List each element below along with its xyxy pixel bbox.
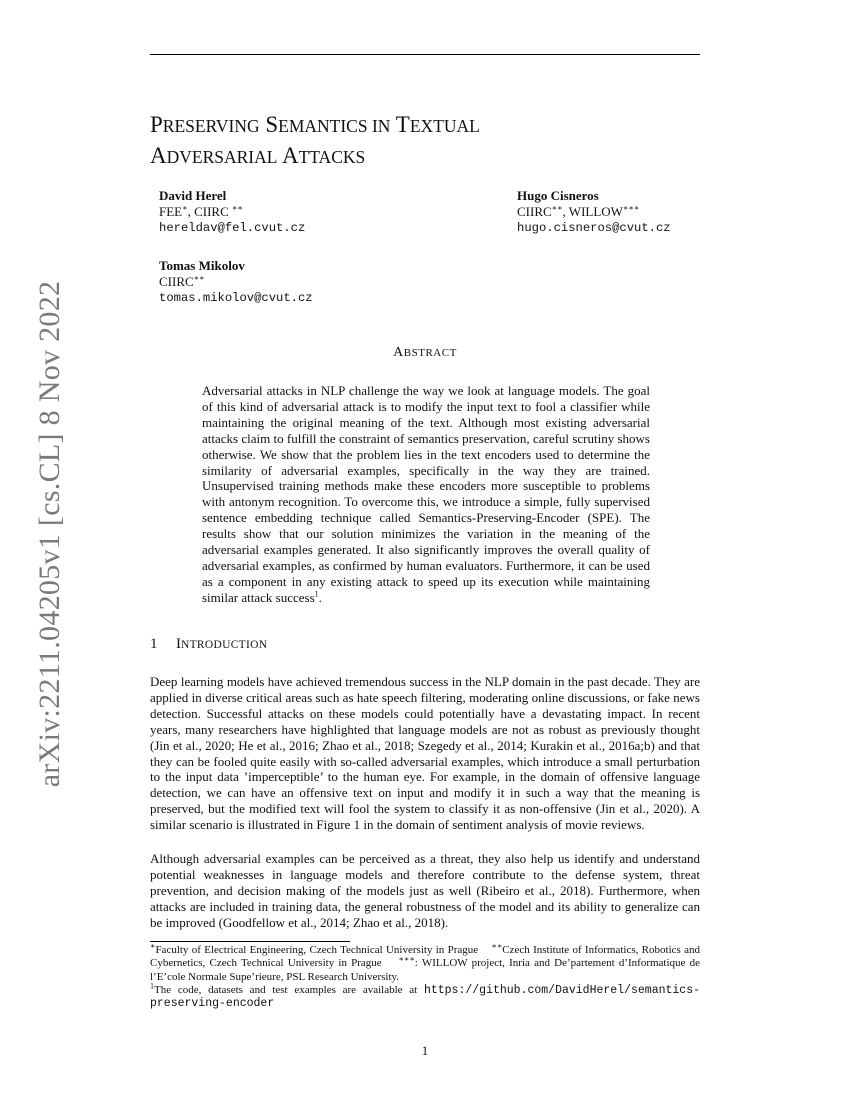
author-name: David Herel bbox=[159, 188, 227, 203]
section-heading-introduction: 1 INTRODUCTION bbox=[150, 636, 268, 652]
intro-paragraph-2: Although adversarial examples can be perceived as a threat, they also help us identify and understand potential weaknesses in language models and therefore contribute to the defense system, threat prevention, and decision making of the models just as well (Ribeiro et al., 2018). Furthermore, when attacks are included in training data, the general robustness of the model and its ability to generalize can be improved (Goodfellow et al., 2014; Zhao et al., 2018). bbox=[150, 851, 700, 930]
author-affiliation: FEE∗, CIIRC ∗∗ bbox=[159, 203, 243, 219]
author-email[interactable]: tomas.mikolov@cvut.cz bbox=[159, 291, 313, 305]
author-affiliation: CIIRC∗∗ bbox=[159, 273, 205, 289]
arxiv-stamp[interactable]: arXiv:2211.04205v1 [cs.CL] 8 Nov 2022 bbox=[33, 280, 66, 788]
author-cisneros bbox=[517, 188, 671, 236]
author-herel bbox=[159, 188, 305, 236]
author-mikolov bbox=[159, 258, 313, 306]
author-name: Tomas Mikolov bbox=[159, 258, 245, 273]
code-link[interactable]: https://github.com/DavidHerel/semantics-preserving-encoder bbox=[150, 983, 700, 1011]
header-rule bbox=[150, 54, 700, 55]
footnote-affiliations: ∗Faculty of Electrical Engineering, Czech Technical University in Prague ∗∗Czech Institute of Informatics, Robotics and Cybernetics, Czech Technical University in Prague ∗∗∗: WILLOW project, Inria and De’partement d’Informatique de l’E’cole Normale Supe’rieure, PSL Research University. bbox=[150, 941, 700, 983]
abstract-heading: ABSTRACT bbox=[393, 345, 457, 360]
author-email[interactable]: hereldav@fel.cvut.cz bbox=[159, 221, 306, 235]
title-line-2: ADVERSARIAL ATTACKS bbox=[150, 143, 366, 168]
footnote-1: $^1$The code, datasets and test examples are available at https://github.com/DavidHerel/semantics-preserving-encoder bbox=[150, 981, 700, 1011]
paper-title bbox=[150, 110, 480, 172]
page-number: 1 bbox=[421, 1043, 429, 1058]
intro-paragraph-1: Deep learning models have achieved tremendous success in the NLP domain in the past decade. They are applied in diverse critical areas such as hate speech filtering, moderating online discussions, or fake news detection. Successful attacks on these models could potentially have a devastating impact. In recent years, many researchers have highlighted that language models are not as robust as previously thought (Jin et al., 2020; He et al., 2016; Zhao et al., 2018; Szegedy et al., 2014; Kurakin et al., 2016a;b) and that they can be fooled quite easily with so-called adversarial examples, which introduce a small perturbation to the input data ’imperceptible’ to the human eye. For example, in the domain of offensive language detection, we can have an offensive text on input and modify it in such a way that the meaning is preserved, but the modified text will fool the system to classify it as non-offensive (Jin et al., 2020). A similar scenario is illustrated in Figure 1 in the domain of sentiment analysis of movie reviews. bbox=[150, 674, 700, 833]
abstract-text: Adversarial attacks in NLP challenge the way we look at language models. The goal of this kind of adversarial attack is to modify the input text to fool a classifier while maintaining the original meaning of the text. Although most existing adversarial attacks claim to fulfill the constraint of semantics preservation, careful scrutiny shows otherwise. We show that the problem lies in the text encoders used to determine the similarity of adversarial examples, specifically in the way they are trained. Unsupervised training methods make these encoders more susceptible to problems with antonym recognition. To overcome this, we introduce a simple, fully supervised sentence embedding technique called Semantics-Preserving-Encoder (SPE). The results show that our solution minimizes the variation in the meaning of the adversarial examples generated. It also significantly improves the overall quality of adversarial examples, as confirmed by human evaluators. Furthermore, it can be used as a component in any existing attack to speed up its execution while maintaining similar attack success$^1$. bbox=[202, 383, 650, 605]
footnote-rule bbox=[150, 941, 350, 942]
footnotes bbox=[150, 941, 700, 1011]
author-email[interactable]: hugo.cisneros@cvut.cz bbox=[517, 221, 671, 235]
author-affiliation: CIIRC∗∗, WILLOW∗∗∗ bbox=[517, 203, 640, 219]
author-name: Hugo Cisneros bbox=[517, 188, 599, 203]
footnote-ref[interactable]: 1 bbox=[314, 589, 319, 599]
title-line-1: PRESERVING SEMANTICS IN TEXTUAL bbox=[150, 112, 480, 137]
